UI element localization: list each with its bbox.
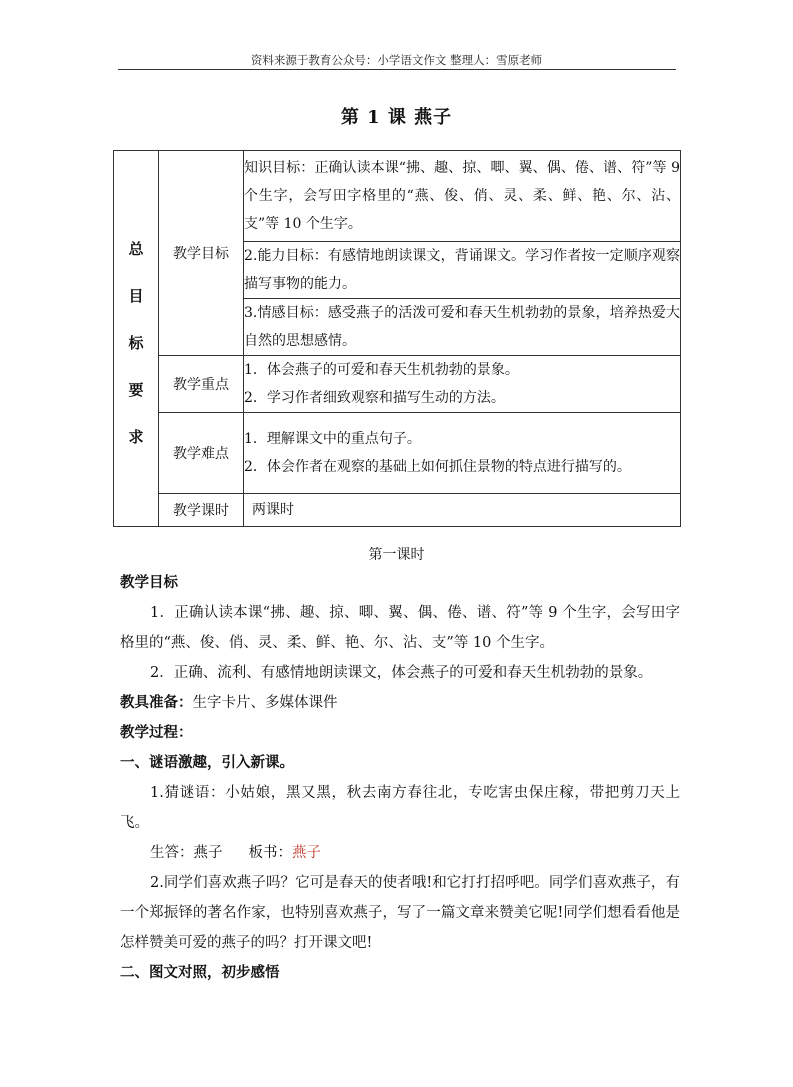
goals-table [113,150,681,527]
key-point-1: 1．体会燕子的可爱和春天生机勃勃的景象。 [244,362,519,378]
row-header-char: 标 [128,333,144,352]
goal-1: 1．正确认读本课“拂、趣、掠、唧、翼、偶、倦、谱、符”等 9 个生字，会写田字格里的“燕、俊、俏、灵、柔、鲜、艳、尔、沾、支”等 10 个生字。 [120,605,680,651]
goal-2: 2．正确、流利、有感情地朗读课文，体会燕子的可爱和春天生机勃勃的景象。 [150,665,653,681]
header-rule [118,69,676,70]
overall-goals-header [114,151,159,527]
answer-label: 生答：燕子 [150,845,223,861]
section-2-heading: 二、图文对照，初步感悟 [120,964,280,981]
periods-label: 教学课时 [159,494,244,527]
row-header-char: 求 [128,427,144,446]
session-title: 第一课时 [368,547,425,563]
intro-paragraph: 2.同学们喜欢燕子吗？它可是春天的使者哦!和它打打招呼吧。同学们喜欢燕子，有一个郑振铎的著名作家，也特别喜欢燕子，写了一篇文章来赞美它呢!同学们想看看他是怎样赞美可爱的燕子的吗？打开课文吧! [120,875,680,951]
row-header-char: 要 [128,380,144,399]
lesson-body [120,568,680,988]
section-1-heading: 一、谜语激趣，引入新课。 [120,754,294,771]
difficulty-1: 1．理解课文中的重点句子。 [244,431,421,447]
page-header: 资料来源于教育公众号：小学语文作文 整理人：雪原老师 [250,53,543,67]
goals-heading: 教学目标 [120,574,178,591]
periods-value: 两课时 [244,494,681,527]
row-header-char: 目 [128,287,144,306]
key-points-label: 教学重点 [159,356,244,413]
knowledge-objective: 知识目标：正确认读本课“拂、趣、掠、唧、翼、偶、倦、谱、符”等 9 个生字，会写田字格里的“燕、俊、俏、灵、柔、鲜、艳、尔、沾、支”等 10 个生字。 [244,151,681,242]
difficulties-label: 教学难点 [159,413,244,494]
lesson-title: 第 1 课 燕子 [340,107,453,128]
process-heading: 教学过程： [120,724,193,741]
prep-label: 教具准备： [120,694,193,711]
teaching-aids [120,688,680,718]
board-text: 燕子 [292,845,321,861]
board-label: 板书： [248,845,292,861]
objectives-label: 教学目标 [159,151,244,356]
row-header-char: 总 [128,240,144,259]
difficulty-2: 2．体会作者在观察的基础上如何抓住景物的特点进行描写的。 [244,459,631,475]
ability-objective: 2.能力目标：有感情地朗读课文，背诵课文。学习作者按一定顺序观察描写事物的能力。 [244,242,681,299]
key-points [244,356,681,413]
riddle-paragraph: 1.猜谜语：小姑娘，黑又黑，秋去南方春往北，专吃害虫保庄稼，带把剪刀天上飞。 [120,785,680,831]
prep-text: 生字卡片、多媒体课件 [192,695,338,711]
key-point-2: 2．学习作者细致观察和描写生动的方法。 [244,390,505,406]
difficulties [244,413,681,494]
answer-line [120,838,680,868]
emotion-objective: 3.情感目标：感受燕子的活泼可爱和春天生机勃勃的景象，培养热爱大自然的思想感情。 [244,299,681,356]
